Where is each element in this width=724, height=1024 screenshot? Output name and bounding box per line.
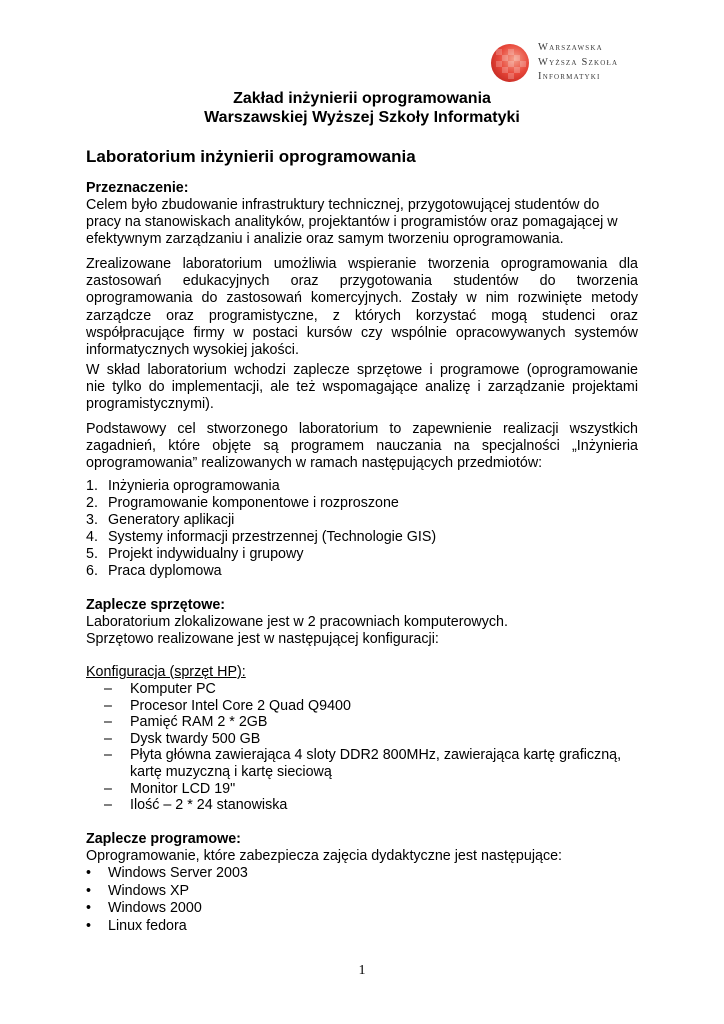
list-item-text: Dysk twardy 500 GB — [130, 730, 261, 747]
hardware-heading: Zaplecze sprzętowe: — [86, 597, 226, 613]
purpose-paragraph-3 — [86, 362, 638, 414]
text-line: zagadnień, które objęte są programem nauczania na specjalności „Inżynieria — [86, 438, 638, 455]
list-item — [86, 478, 646, 495]
text-line: oprogramowania” realizowanych w ramach następujących przedmiotów: — [86, 455, 543, 472]
list-item — [104, 797, 644, 814]
hardware-config-list — [104, 681, 644, 814]
bullet-marker: • — [86, 882, 92, 899]
dash-marker: – — [104, 730, 112, 747]
list-item-text: Windows XP — [108, 882, 190, 899]
dash-marker: – — [104, 697, 112, 714]
list-item-text: Windows 2000 — [108, 900, 202, 917]
page-title: Zakład inżynierii oprogramowania — [233, 90, 491, 107]
list-item — [86, 495, 646, 512]
list-item-text: Monitor LCD 19" — [130, 780, 236, 797]
text-line: współpracujące firmy w postaci kursów czy wspólnie opracowywanych systemów — [86, 324, 638, 341]
list-item-text: Procesor Intel Core 2 Quad Q9400 — [130, 697, 351, 714]
list-item — [86, 563, 646, 580]
logo-line: Informatyki — [538, 71, 601, 82]
list-item — [86, 512, 646, 529]
software-intro: Oprogramowanie, które zabezpiecza zajęcia dydaktyczne jest następujące: — [86, 848, 563, 864]
config-title: Konfiguracja (sprzęt HP): — [86, 664, 246, 680]
dash-marker: – — [104, 797, 112, 814]
bullet-marker: • — [86, 918, 92, 935]
list-item-text: Linux fedora — [108, 918, 187, 935]
text-line: W skład laboratorium wchodzi zaplecze sprzętowe i programowe (oprogramowanie — [86, 362, 638, 378]
list-item-text: Ilość – 2 * 24 stanowiska — [130, 797, 288, 814]
list-number: 5. — [86, 546, 98, 562]
logo-emblem-icon — [490, 43, 530, 83]
text-line: efektywnym zarządzaniu i analizie oraz samym tworzeniu oprogramowania. — [86, 231, 564, 248]
logo-wordmark — [538, 41, 618, 85]
text-line: nie tylko do implementacji, ale też wspomagające analizę i zarządzanie projektami — [86, 379, 638, 396]
text-line: zastosowań edukacyjnych oraz przygotowania studentów do tworzenia — [86, 273, 638, 290]
list-item — [86, 865, 626, 883]
list-item — [104, 698, 644, 715]
software-list — [86, 865, 626, 936]
list-item — [104, 747, 644, 780]
list-item-text: Komputer PC — [130, 681, 216, 697]
text-line: informatycznych wysokiej jakości. — [86, 342, 299, 359]
school-logo — [490, 38, 640, 90]
text-line: zarządcze oraz programistyczne, z których korzystać mogą studenci oraz — [86, 307, 638, 324]
list-number: 6. — [86, 563, 98, 579]
hardware-line-2: Sprzętowo realizowane jest w następującej konfiguracji: — [86, 631, 439, 647]
list-number: 3. — [86, 512, 98, 528]
purpose-heading: Przeznaczenie: — [86, 180, 189, 196]
list-item-text: Windows Server 2003 — [108, 865, 248, 881]
bullet-marker: • — [86, 900, 92, 917]
subjects-list — [86, 478, 646, 580]
list-number: 4. — [86, 529, 98, 545]
list-item-text: Pamięć RAM 2 * 2GB — [130, 714, 268, 731]
list-item-text: Płyta główna zawierająca 4 sloty DDR2 800MHz, zawierająca kartę graficzną, kartę muzyczną i kartę sieciową — [130, 747, 622, 780]
purpose-paragraph-2 — [86, 256, 638, 359]
section-title: Laboratorium inżynierii oprogramowania — [86, 147, 416, 166]
list-item-text: Inżynieria oprogramowania — [108, 478, 280, 494]
purpose-paragraph-4 — [86, 421, 638, 473]
list-item-text: Praca dyplomowa — [108, 563, 222, 579]
list-item-text: Generatory aplikacji — [108, 512, 235, 528]
list-item — [104, 731, 644, 748]
page-number: 1 — [358, 963, 366, 978]
hardware-line-1: Laboratorium zlokalizowane jest w 2 pracowniach komputerowych. — [86, 614, 508, 630]
text-line: Zrealizowane laboratorium umożliwia wspieranie tworzenia oprogramowania dla — [86, 256, 638, 272]
list-item-text: Programowanie komponentowe i rozproszone — [108, 495, 399, 511]
list-number: 2. — [86, 495, 98, 511]
list-item — [104, 781, 644, 798]
dash-marker: – — [104, 780, 112, 797]
text-line: pracy na stanowiskach analityków, projektantów i programistów oraz pomagającej w — [86, 214, 618, 231]
list-number: 1. — [86, 478, 98, 494]
list-item-text: Projekt indywidualny i grupowy — [108, 546, 304, 562]
list-item — [86, 918, 626, 936]
list-item — [104, 681, 644, 698]
software-heading: Zaplecze programowe: — [86, 831, 241, 847]
text-line: oprogramowania do zastosowań komercyjnych. Zostały w nim rozwinięte metody — [86, 290, 638, 307]
text-line: Podstawowy cel stworzonego laboratorium to zapewnienie realizacji wszystkich — [86, 421, 638, 437]
list-item-text: Systemy informacji przestrzennej (Technologie GIS) — [108, 529, 437, 545]
list-item — [104, 714, 644, 731]
list-item — [86, 900, 626, 918]
text-line: Celem było zbudowanie infrastruktury technicznej, przygotowującej studentów do — [86, 197, 600, 213]
logo-line: Wyższa Szkoła — [538, 56, 619, 68]
bullet-marker: • — [86, 865, 92, 881]
text-line: programistycznymi). — [86, 396, 214, 413]
logo-line: Warszawska — [538, 42, 603, 53]
purpose-paragraph-1 — [86, 197, 638, 249]
dash-marker: – — [104, 714, 112, 731]
list-item — [86, 883, 626, 901]
list-item — [86, 529, 646, 546]
dash-marker: – — [104, 681, 112, 697]
list-item — [86, 546, 646, 563]
dash-marker: – — [104, 747, 112, 764]
page-title-line2: Warszawskiej Wyższej Szkoły Informatyki — [204, 109, 520, 126]
